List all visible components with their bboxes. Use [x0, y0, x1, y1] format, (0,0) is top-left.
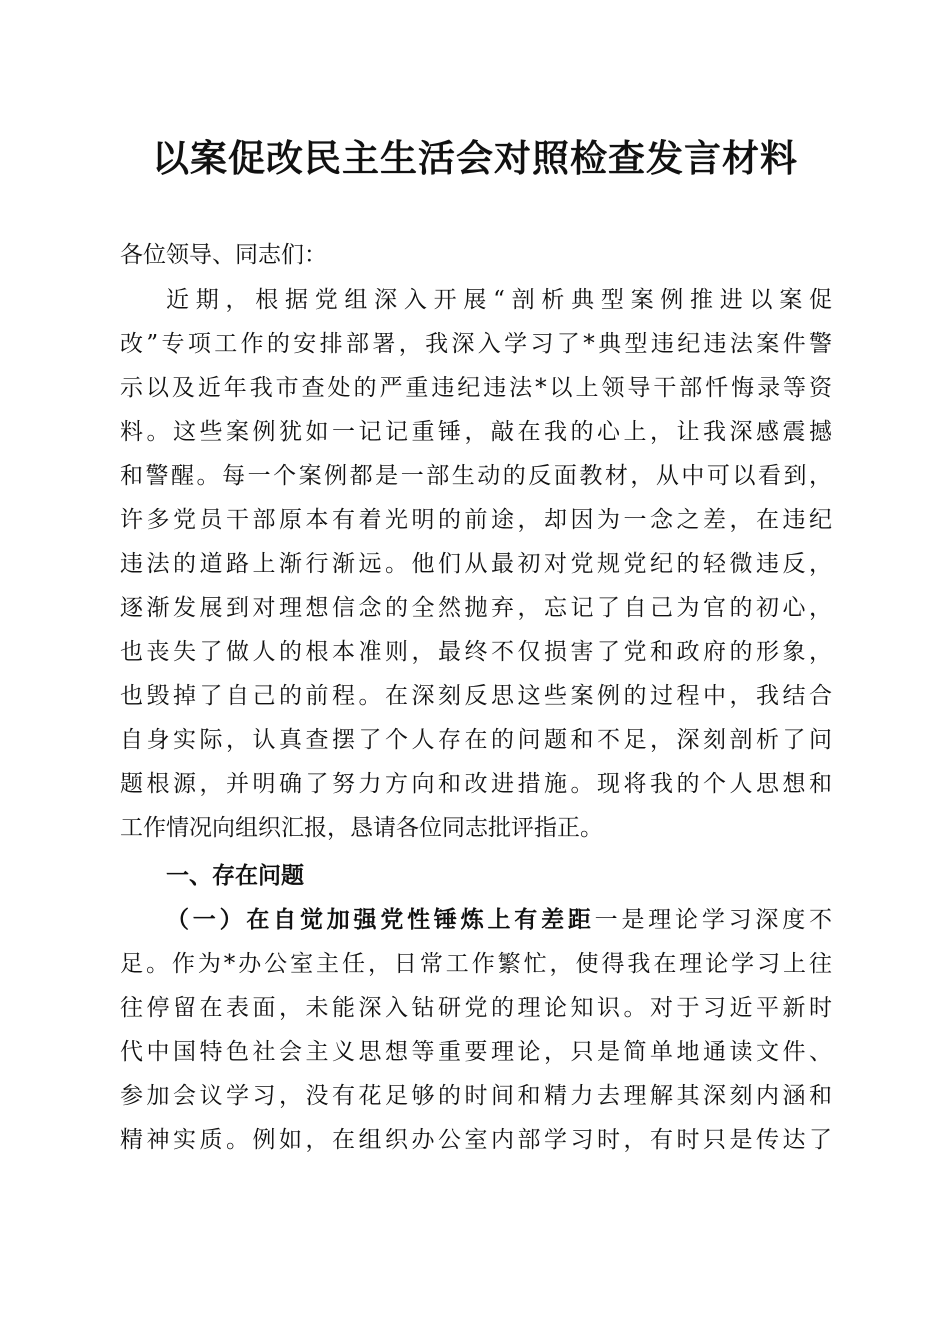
paragraph-line: 和警醒。每一个案例都是一部生动的反面教材，从中可以看到，	[120, 463, 832, 489]
paragraph-line: 代中国特色社会主义思想等重要理论，只是简单地通读文件、	[120, 1039, 832, 1065]
paragraph-line: 参加会议学习，没有花足够的时间和精力去理解其深刻内涵和	[120, 1083, 832, 1109]
paragraph-line: 许多党员干部原本有着光明的前途，却因为一念之差，在违纪	[120, 507, 832, 533]
paragraph-line: 自身实际，认真查摆了个人存在的问题和不足，深刻剖析了问	[120, 727, 832, 753]
paragraph-line: 也丧失了做人的根本准则，最终不仅损害了党和政府的形象，	[120, 639, 832, 665]
paragraph-line: 料。这些案例犹如一记记重锤，敲在我的心上，让我深感震撼	[120, 419, 832, 445]
subsection-title: （一）在自觉加强党性锤炼上有差距	[166, 906, 595, 933]
paragraph-line: 足。作为*办公室主任，日常工作繁忙，使得我在理论学习上往	[120, 951, 832, 977]
paragraph-line: 往停留在表面，未能深入钻研党的理论知识。对于习近平新时	[120, 995, 832, 1021]
paragraph-line: 示以及近年我市查处的严重违纪违法*以上领导干部忏悔录等资	[120, 375, 832, 401]
subsection-text: 一是理论学习深度不	[594, 907, 832, 933]
section-heading: 一、存在问题	[166, 863, 304, 889]
paragraph-line: 近期，根据党组深入开展“剖析典型案例推进以案促	[166, 287, 832, 313]
salutation: 各位领导、同志们：	[120, 242, 327, 268]
subsection-first-line	[166, 905, 832, 935]
document-title: 以案促改民主生活会对照检查发言材料	[152, 137, 798, 180]
paragraph-line: 工作情况向组织汇报，恳请各位同志批评指正。	[120, 815, 603, 841]
paragraph-line: 改”专项工作的安排部署，我深入学习了*典型违纪违法案件警	[120, 331, 832, 357]
paragraph-line: 逐渐发展到对理想信念的全然抛弃，忘记了自己为官的初心，	[120, 595, 832, 621]
paragraph-line: 精神实质。例如，在组织办公室内部学习时，有时只是传达了	[120, 1127, 832, 1153]
paragraph-line: 违法的道路上渐行渐远。他们从最初对党规党纪的轻微违反，	[120, 551, 832, 577]
paragraph-line: 也毁掉了自己的前程。在深刻反思这些案例的过程中，我结合	[120, 683, 832, 709]
paragraph-line: 题根源，并明确了努力方向和改进措施。现将我的个人思想和	[120, 771, 832, 797]
